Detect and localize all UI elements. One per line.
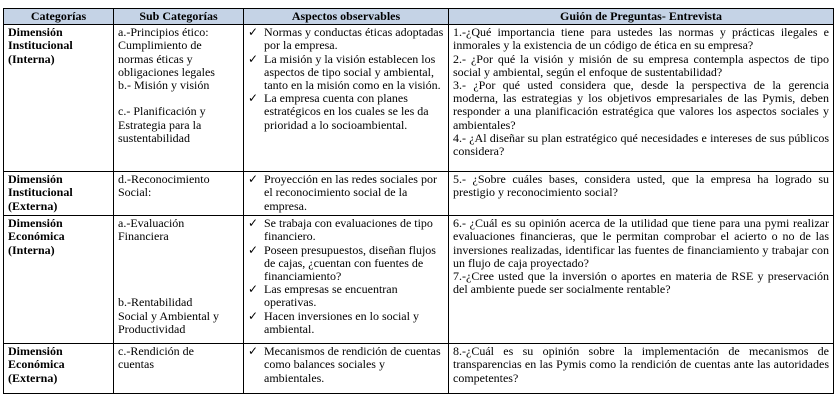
aspecto-text: La empresa cuenta con planes estratégicos en los cuales se les da prioridad a lo socioambiental. [264,91,429,132]
categoria-cell [4,216,114,344]
aspectos-list [248,173,444,213]
aspectos-cell [244,25,449,172]
sub-categoria-line: cuentas [118,357,154,372]
categoria-line: Dimensión [8,344,63,359]
sub-categoria-line: a.-Evaluación [118,216,185,231]
check-icon: ✓ [248,242,259,257]
categoria-line: (Interna) [8,242,55,257]
pregunta-text: 7.-¿Cree usted que la inversión o aportes en materia de RSE y preservación del ambiente puede ser socialmente rentable? [453,269,829,297]
sub-categoria-line: normas éticas y [118,51,193,66]
sub-categoria-line: Productividad [118,321,186,336]
pregunta-text: 2.- ¿Por qué la visión y misión de su empresa contempla aspectos de tipo social y ambiental, según el enfoque de sustentabilidad? [453,51,829,79]
pregunta-text: 4.- ¿Al diseñar su plan estratégico qué necesidades e intereses de sus públicos considera? [453,130,829,159]
categoria-line: (Externa) [8,370,58,385]
aspecto-text: Mecanismos de rendición de cuentas como balances sociales y ambientales. [264,344,441,385]
sub-categoria-line: sustentabilidad [118,130,190,145]
header-guion-preguntas: Guión de Preguntas- Entrevista [449,9,834,25]
preguntas-cell [449,25,834,172]
aspecto-text: Las empresas se encuentran operativas. [264,282,398,310]
categoria-line: Institucional [8,38,73,53]
interview-guide-table [3,8,834,394]
pregunta-text: 5.- ¿Sobre cuáles bases, considera usted, que la empresa ha logrado su prestigio y reconocimiento social? [453,172,829,200]
categoria-cell [4,344,114,394]
sub-categoria-line [118,270,239,283]
header-row [4,9,834,25]
sub-categoria-line: c.- Planificación y [118,104,206,119]
categoria-cell [4,25,114,172]
sub-categoria-line: b.- Misión y visión [118,78,210,93]
header-categorias: Categorías [4,9,114,25]
list-item [248,26,444,52]
check-icon: ✓ [248,91,259,106]
preguntas-cell [449,172,834,216]
preguntas-cell [449,216,834,344]
aspectos-list [248,217,444,336]
table-row [4,344,834,394]
header-aspectos-observables: Aspectos observables [244,9,449,25]
aspecto-text: La misión y la visión establecen los aspectos de tipo social y ambiental, tanto en la misión como en la visión. [264,51,441,93]
sub-categoria-line: a.-Principios ético: [118,25,209,40]
categoria-line: (Interna) [8,51,55,66]
categoria-line: Institucional [8,185,73,200]
aspectos-cell [244,172,449,216]
aspectos-cell [244,216,449,344]
check-icon: ✓ [248,216,259,231]
categoria-line: Dimensión [8,25,63,40]
table-row [4,172,834,216]
categoria-line: Económica [8,229,65,244]
aspecto-text: Proyección en las redes sociales por el reconocimiento social de la empresa. [264,172,437,213]
table-row [4,25,834,172]
categoria-line: (Externa) [8,198,58,213]
table-row [4,216,834,344]
check-icon: ✓ [248,308,259,323]
sub-categoria-line: Social: [118,185,152,200]
check-icon: ✓ [248,51,259,66]
sub-categoria-cell [114,25,244,172]
sub-categoria-line: c.-Rendición de [118,344,194,359]
pregunta-text: 8.-¿Cuál es su opinión sobre la implementación de mecanismos de transparencias en las Pymis como la rendición de cuentas ante las autoridades competentes? [453,344,829,385]
sub-categoria-line [118,257,239,270]
check-icon: ✓ [248,25,259,40]
categoria-cell [4,172,114,216]
document-page [3,8,833,394]
categoria-line: Dimensión [8,216,63,231]
sub-categoria-line: Social y Ambiental y [118,308,219,323]
aspecto-text: Poseen presupuestos, diseñan flujos de cajas, ¿cuentan con fuentes de financiamiento? [264,242,436,284]
sub-categoria-line: d.-Reconocimiento [118,172,210,187]
sub-categoria-line: Estrategia para la [118,117,202,132]
preguntas-cell [449,344,834,394]
aspecto-text: Se trabaja con evaluaciones de tipo financiero. [264,216,433,244]
sub-categoria-line: b.-Rentabilidad [118,295,193,310]
header-sub-categorias: Sub Categorías [114,9,244,25]
sub-categoria-cell [114,344,244,394]
list-item [248,53,444,93]
list-item [248,283,444,309]
list-item [248,173,444,213]
aspecto-text: Normas y conductas éticas adoptadas por la empresa. [264,25,444,53]
aspectos-list [248,26,444,132]
categoria-line: Económica [8,357,65,372]
categoria-line: Dimensión [8,172,63,187]
aspecto-text: Hacen inversiones en lo social y ambiental. [264,308,419,336]
check-icon: ✓ [248,344,259,359]
aspectos-list [248,345,444,385]
check-icon: ✓ [248,282,259,297]
list-item [248,310,444,336]
list-item [248,217,444,243]
sub-categoria-line: obligaciones legales [118,64,215,79]
list-item [248,345,444,385]
check-icon: ✓ [248,172,259,187]
list-item [248,92,444,132]
sub-categoria-line [118,244,239,257]
list-item [248,244,444,284]
sub-categoria-line: Financiera [118,229,169,244]
pregunta-text: 3.- ¿Por qué usted considera que, desde la perspectiva de la gerencia moderna, las estrategias y los objetivos empresariales de las Pymis, deben responder a una planificación estratégica que valores los aspectos sociales y ambientales? [453,78,829,132]
aspectos-cell [244,344,449,394]
sub-categoria-cell [114,216,244,344]
pregunta-text: 6.- ¿Cuál es su opinión acerca de la utilidad que tiene para una pymi realizar evaluaciones financieras, que le permitan comprobar el acierto o no de las inversiones realizadas, identificar las fuentes de financiamiento y trabajar con un flujo de caja proyectado? [453,216,829,270]
sub-categoria-cell [114,172,244,216]
sub-categoria-line: Cumplimiento de [118,38,202,53]
pregunta-text: 1.-¿Qué importancia tiene para ustedes las normas y prácticas ilegales e inmorales y la existencia de un código de ética en su empresa? [453,25,829,53]
